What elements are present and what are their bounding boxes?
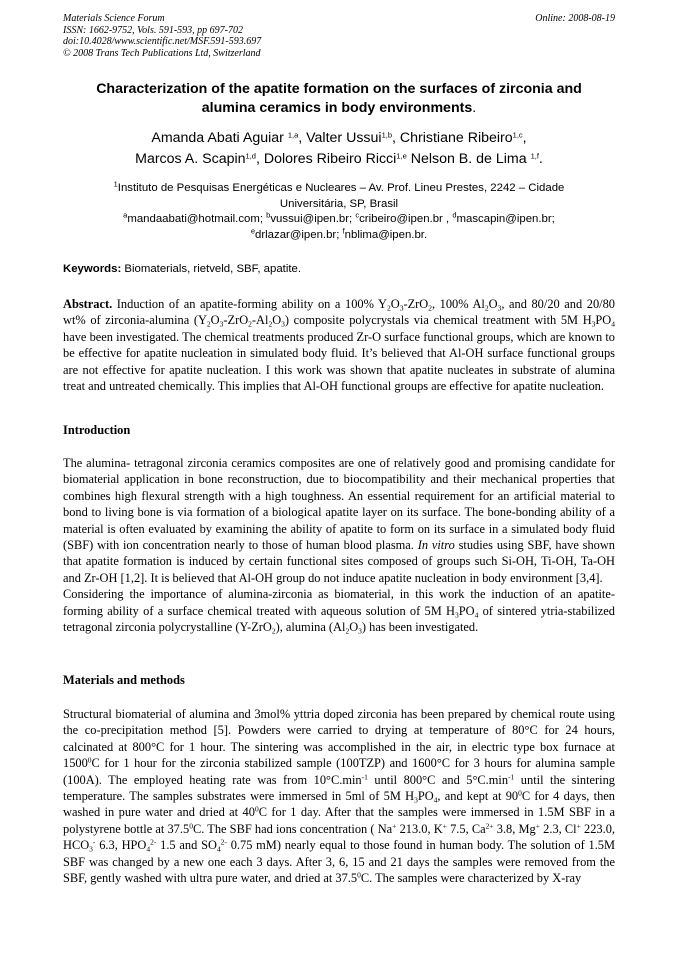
institute-line-1: $^1$Instituto de Pesquisas Energéticas e Nucleares – Av. Prof. Lineu Prestes, 2242 – Cidade <box>113 179 565 194</box>
intro-paragraph-2: Considering the importance of alumina-zirconia as biomaterial, in this work the induction of an apatite-forming ability of a surface chemical treated with aqueous solution of 5M $H_3PO_4$ of sintered ytria-stabilized tetragonal zirconia polycrystalline (Y-ZrO$_2$), alumina $(Al_2O_3)$ has been investigated. <box>63 587 616 636</box>
keywords <box>63 263 615 275</box>
journal-name: Materials Science Forum <box>63 13 165 24</box>
institute-line-2: Universitária, SP, Brasil <box>279 197 399 210</box>
journal-header <box>63 13 615 59</box>
keywords-label: Keywords: <box>63 263 122 275</box>
email-line-2: $^e$drlazar@ipen.br; $^f$nblima@ipen.br. <box>250 226 428 241</box>
journal-issn: ISSN: 1662-9752, Vols. 591-593, pp 697-702 <box>63 24 243 36</box>
journal-copyright: © 2008 Trans Tech Publications Ltd, Switzerland <box>63 47 261 59</box>
author-line-1: Amanda Abati Aguiar $^{1,a}$, Valter Ussui$^{1,b}$, Christiane Ribeiro$^{1,c}$, <box>151 130 527 146</box>
author-list <box>60 128 618 170</box>
introduction-body <box>63 455 615 635</box>
methods-paragraph: Structural biomaterial of alumina and 3mol% yttria doped zirconia has been prepared by chemical route using the co-precipitation method [5]. Powders were carried to drying at temperature of 80°C for 24 hours, calcinated at 800°C for 1 hour. The sintering was accomplished in the air, in electric type box furnace at 1500$^0$C for 1 hour for the zirconia stabilized sample (100TZP) and 1600°C for 3 hours for alumina sample (100A). The employed heating rate was from $10^\circ C.\min^{-1}$ until 800°C and $5^\circ C.\min^{-1}$ until the sintering temperature. The samples substrates were immersed in 5ml of 5M $H_3PO_4$, and kept at $90^0C$ for 4 days, then washed in pure water and dried at $40^0C$ for 1 day. After that the samples were immersed in 1.5M SBF in a polystyrene bottle at 37.5$^0$C. The SBF had ions concentration ( Na+ 213.0, K+ 7.5, $Ca^{2+}$ 3.8, Mg+ 2.3, Cl+ 223.0, $HCO_3^-$ 6.3, $HPO_4^{2-}$ 1.5 and $SO_4^{2-}$ 0.75 mM) nearly equal to those found in human body. The solution of 1.5M SBF was changed by a new one each 3 days. After 3, 6, 15 and 21 days the samples were removed from the SBF, gently washed with ultra pure water, and dried at 37.5$^0$C. The samples were characterized by X-ray <box>63 707 616 886</box>
title-line-2: alumina ceramics in body environments. <box>201 100 477 116</box>
title-line-1: Characterization of the apatite formation on the surfaces of zirconia and <box>96 81 582 97</box>
email-line-1: $^a$mandaabati@hotmail.com; $^b$vussui@ipen.br; $^c$cribeiro@ipen.br , $^d$mascapin@ipen.br; <box>123 210 555 225</box>
introduction-heading: Introduction <box>63 423 131 437</box>
affiliations <box>70 181 608 243</box>
journal-doi: doi:10.4028/www.scientific.net/MSF.591-593.697 <box>63 36 262 47</box>
abstract-label: Abstract. <box>63 297 113 311</box>
author-line-2: Marcos A. Scapin$^{1,d}$, Dolores Ribeiro Ricci$^{1,e}$ Nelson B. de Lima $^{1,f}$. <box>135 151 543 167</box>
keywords-text: Biomaterials, rietveld, SBF, apatite. <box>121 263 302 275</box>
intro-paragraph-1: The alumina- tetragonal zirconia ceramics composites are one of relatively good and promising candidate for biomaterial application in bone reconstruction, due to biocompatibility and their mechanical properties that combines high flexural strength with a high toughness. An essential requirement for an artificial material to bond to living bone is via formation of a biological apatite layer on its surface. The bone-bonding ability of a material is often evaluated by examining the ability of apatite to form on its surface in a simulated body fluid (SBF) with ion concentration nearly to those of human blood plasma. In vitro studies using SBF, have shown that apatite formation is induced by certain functional sites composed of groups such Si-OH, Ti-OH, Ta-OH and Zr-OH [1,2]. It is believed that Al-OH group do not induce apatite nucleation in body environment [3,4]. <box>63 456 615 585</box>
methods-body <box>63 706 615 886</box>
online-date: Online: 2008-08-19 <box>535 13 615 24</box>
methods-heading: Materials and methods <box>63 673 185 687</box>
abstract: Abstract. Induction of an apatite-forming ability on a 100% $Y_2O_3-ZrO_2$, 100% $Al_2O_3$, and 80/20 and 20/80 wt% of zirconia-alumina $(Y_2O_3-ZrO_2-Al_2O_3)$ composite polycrystals via chemical treatment with 5M $H_3PO_4$ have been investigated. The chemical treatments produced Zr-O surface functional groups, which are known to be effective for apatite nucleation in simulated body fluid. It’s believed that Al-OH surface functional groups are not effective for apatite nucleation. I this work was shown that apatite nucleates in substrate of alumina treat and untreated chemically. This implies that Al-OH functional groups are effective for apatite nucleation. <box>63 297 615 394</box>
paper-title <box>50 80 628 118</box>
